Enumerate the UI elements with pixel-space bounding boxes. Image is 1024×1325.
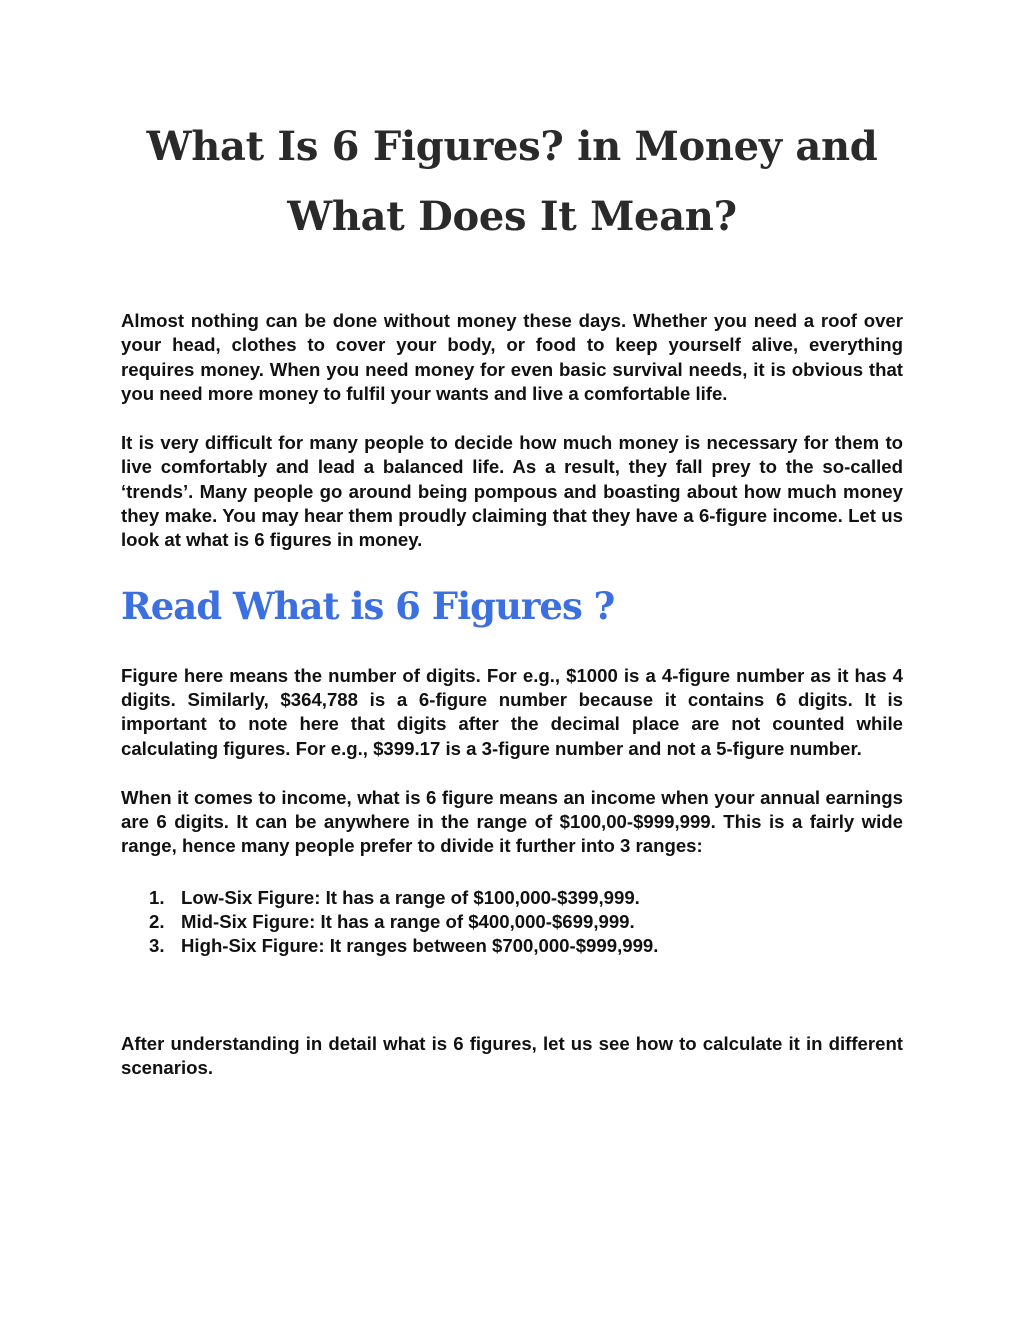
list-item-text: Low-Six Figure: It has a range of $100,000-$399,999. (181, 886, 640, 908)
list-item (121, 934, 903, 958)
list-item-text: High-Six Figure: It ranges between $700,000-$999,999. (181, 935, 659, 957)
list-item-number: 3. (149, 935, 165, 957)
list-item (121, 910, 903, 934)
page-title (121, 112, 903, 252)
list-item-number: 2. (149, 911, 165, 933)
list-item-text: Mid-Six Figure: It has a range of $400,000-$699,999. (181, 911, 635, 933)
list-item-number: 1. (149, 886, 165, 908)
list-item (121, 886, 903, 910)
ranges-list (121, 886, 903, 959)
definition-paragraph-2: When it comes to income, what is 6 figure means an income when your annual earnings are 6 digits. It can be anywhere in the range of $100,00-$999,999. This is a fairly wide range, hence many people prefer to divide it further into 3 ranges: (121, 786, 903, 857)
definition-paragraph-1: Figure here means the number of digits. For e.g., $1000 is a 4-figure number as it has 4 digits. Similarly, $364,788 is a 6-figure number because it contains 6 digits. It is important to note here that digits after the decimal place are not counted while calculating figures. For e.g., $399.17 is a 3-figure number and not a 5-figure number. (121, 664, 903, 759)
intro-paragraph-2: It is very difficult for many people to decide how much money is necessary for them to live comfortably and lead a balanced life. As a result, they fall prey to the so-called ‘trends’. Many people go around being pompous and boasting about how much money they make. You may hear them proudly claiming that they have a 6-figure income. Let us look at what is 6 figures in money. (121, 432, 903, 551)
closing-paragraph: After understanding in detail what is 6 figures, let us see how to calculate it in different scenarios. (121, 1032, 903, 1078)
title-line-2: What Does It Mean? (287, 193, 737, 240)
title-line-1: What Is 6 Figures? in Money and (146, 123, 878, 170)
document-page (121, 112, 903, 1080)
section-heading: Read What is 6 Figures ? (121, 583, 615, 628)
intro-paragraph-1: Almost nothing can be done without money these days. Whether you need a roof over your head, clothes to cover your body, or food to keep yourself alive, everything requires money. When you need money for even basic survival needs, it is obvious that you need more money to fulfil your wants and live a comfortable life. (121, 310, 903, 404)
